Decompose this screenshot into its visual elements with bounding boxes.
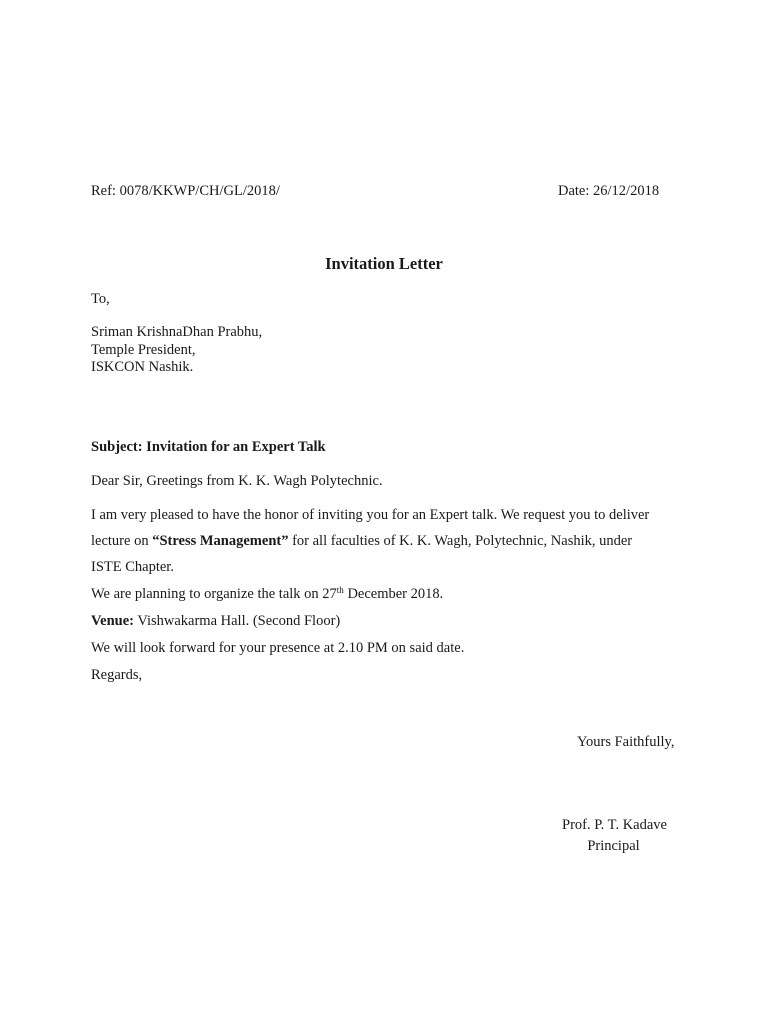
closing-yours-faithfully: Yours Faithfully,: [577, 734, 675, 750]
recipient-to: To,: [91, 291, 110, 307]
regards: Regards,: [91, 667, 143, 683]
body-line-2-suffix: for all faculties of K. K. Wagh, Polytechnic, Nashik, under: [288, 533, 633, 549]
talk-date-prefix: We are planning to organize the talk on 27: [91, 586, 337, 602]
letter-date: Date: 26/12/2018: [558, 183, 660, 199]
letter-subject: Subject: Invitation for an Expert Talk: [91, 439, 326, 455]
recipient-designation: Temple President,: [91, 342, 196, 358]
venue-value: Vishwakarma Hall. (Second Floor): [133, 613, 341, 629]
venue-label: Venue:: [91, 613, 134, 629]
talk-date-suffix: December 2018.: [343, 586, 444, 602]
salutation: Dear Sir, Greetings from K. K. Wagh Polytechnic.: [91, 473, 383, 489]
venue-line: [91, 613, 340, 630]
body-line-4: [91, 586, 443, 603]
recipient-name: Sriman KrishnaDhan Prabhu,: [91, 324, 263, 340]
signatory-name: Prof. P. T. Kadave: [562, 817, 667, 833]
recipient-organization: ISKCON Nashik.: [91, 359, 194, 375]
body-line-2: [91, 533, 632, 550]
reference-number: Ref: 0078/KKWP/CH/GL/2018/: [91, 183, 280, 199]
letter-title: Invitation Letter: [325, 254, 443, 273]
body-line-2-prefix: lecture on: [91, 533, 153, 549]
body-line-3: ISTE Chapter.: [91, 559, 174, 575]
body-line-6: We will look forward for your presence at 2.10 PM on said date.: [91, 640, 465, 656]
body-line-1: I am very pleased to have the honor of inviting you for an Expert talk. We request you to deliver: [91, 507, 650, 523]
ordinal-suffix: th: [336, 585, 344, 595]
signatory-title: Principal: [587, 838, 640, 854]
talk-topic: “Stress Management”: [152, 533, 289, 549]
